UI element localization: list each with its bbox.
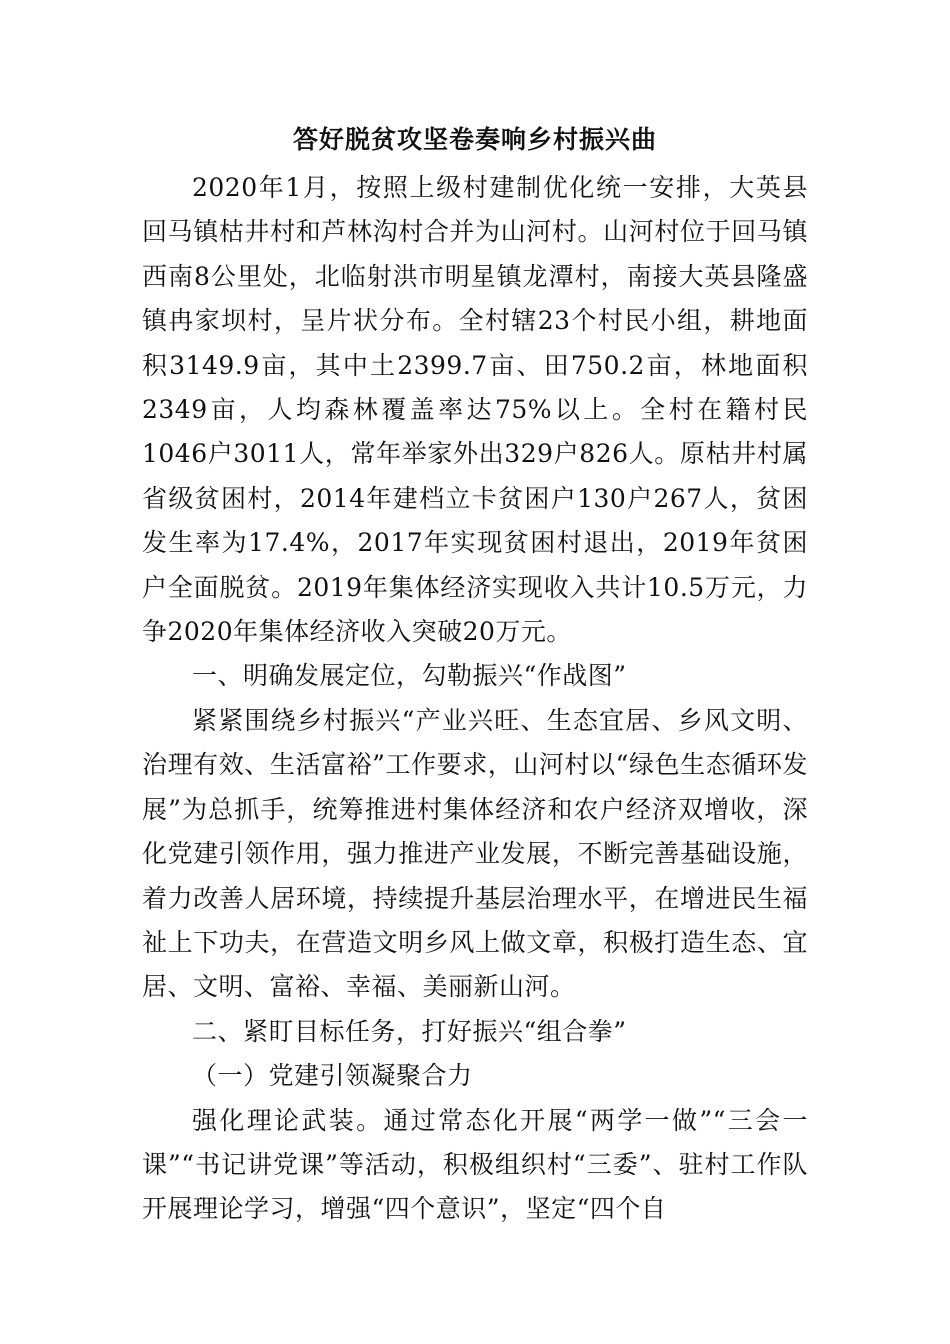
paragraph-subsection-1: 强化理论武装。通过常态化开展“两学一做”“三会一课”“书记讲党课”等活动，积极组织村“三委”、驻村工作队开展理论学习，增强“四个意识”，坚定“四个自 bbox=[142, 1105, 808, 1224]
paragraph-section-1: 紧紧围绕乡村振兴“产业兴旺、生态宜居、乡风文明、治理有效、生活富裕”工作要求，山河村以“绿色生态循环发展”为总抓手，统筹推进村集体经济和农户经济双增收，深化党建引领作用，强力推进产业发展，不断完善基础设施，着力改善人居环境，持续提升基层治理水平，在增进民生福祉上下功夫，在营造文明乡风上做文章，积极打造生态、宜居、文明、富裕、幸福、美丽新山河。 bbox=[142, 705, 808, 1002]
section-heading-1: 一、明确发展定位，勾勒振兴“作战图” bbox=[192, 661, 627, 691]
document-title: 答好脱贫攻坚卷奏响乡村振兴曲 bbox=[292, 125, 657, 154]
paragraph-intro: 2020年1月，按照上级村建制优化统一安排，大英县回马镇枯井村和芦林沟村合并为山河村。山河村位于回马镇西南8公里处，北临射洪市明星镇龙潭村，南接大英县隆盛镇冉家坝村，呈片状分布。全村辖23个村民小组，耕地面积3149.9亩，其中土2399.7亩、田750.2亩，林地面积2349亩，人均森林覆盖率达75%以上。全村在籍村民1046户3011人，常年举家外出329户826人。原枯井村属省级贫困村，2014年建档立卡贫困户130户267人，贫困发生率为17.4%，2017年实现贫困村退出，2019年贫困户全面脱贫。2019年集体经济实现收入共计10.5万元，力争2020年集体经济收入突破20万元。 bbox=[142, 173, 808, 647]
document-body bbox=[142, 120, 808, 1232]
subsection-heading-1: （一）党建引领凝聚合力 bbox=[192, 1061, 473, 1091]
section-heading-2: 二、紧盯目标任务，打好振兴“组合拳” bbox=[192, 1016, 627, 1046]
